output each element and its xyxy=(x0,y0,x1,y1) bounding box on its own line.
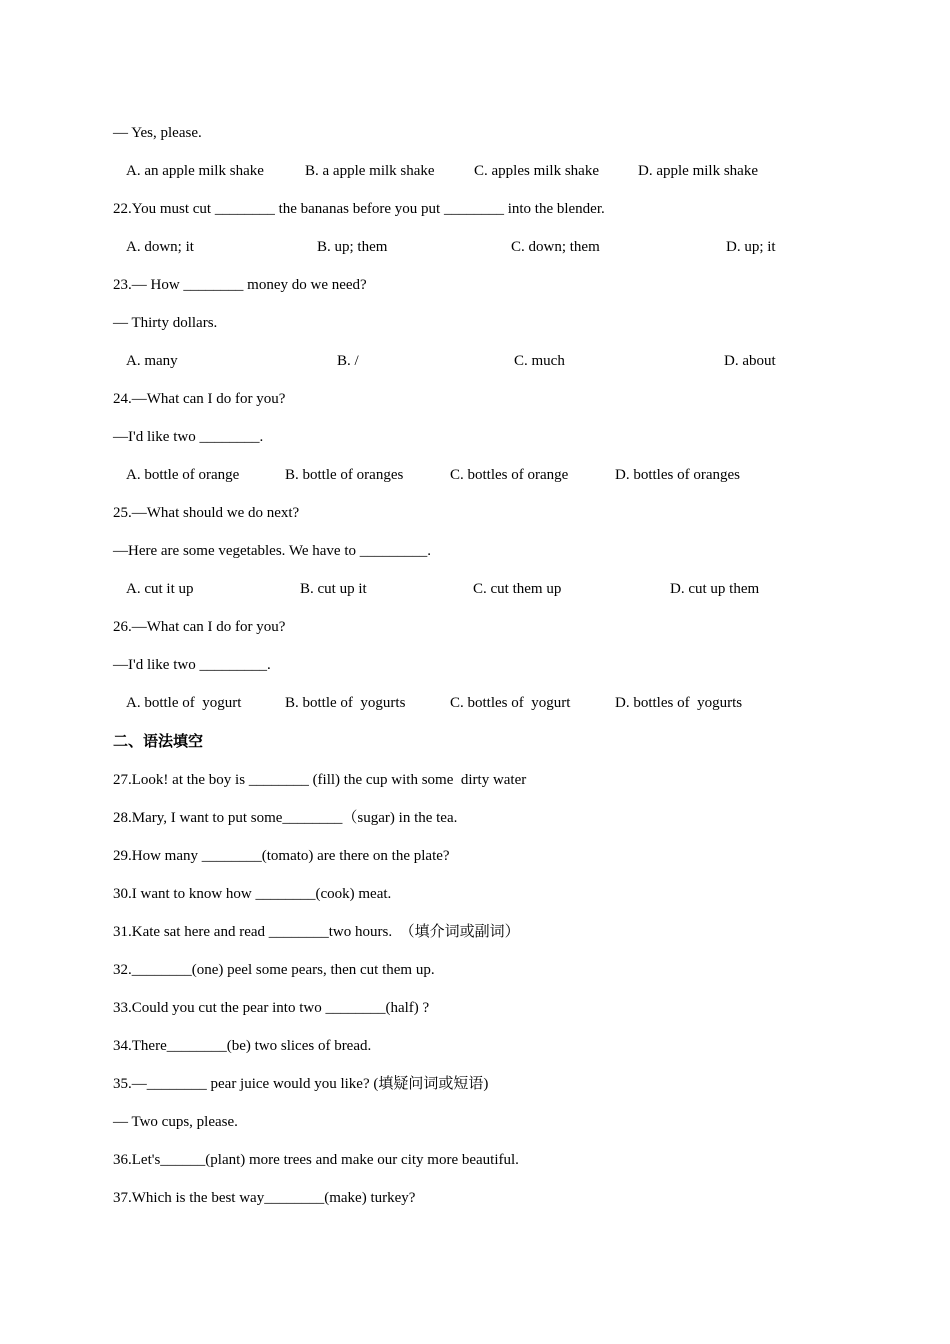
answer-line: —I'd like two ________. xyxy=(113,429,264,445)
option-d: D. apple milk shake xyxy=(638,163,758,179)
answer-line: —Here are some vegetables. We have to _________. xyxy=(113,543,431,559)
option-b: B. up; them xyxy=(317,239,388,255)
question-line: 25.—What should we do next? xyxy=(113,505,300,521)
question-options xyxy=(126,237,800,257)
fill-blank-line: 29.How many ________(tomato) are there on the plate? xyxy=(113,848,450,864)
answer-line: — Two cups, please. xyxy=(113,1114,238,1130)
option-a: A. an apple milk shake xyxy=(126,163,264,179)
option-d: D. up; it xyxy=(726,239,776,255)
question-line: 23.— How ________ money do we need? xyxy=(113,277,367,293)
option-a: A. cut it up xyxy=(126,581,194,597)
question-line: 26.—What can I do for you? xyxy=(113,619,286,635)
option-d: D. bottles of yogurts xyxy=(615,695,743,711)
answer-line: — Thirty dollars. xyxy=(113,315,218,331)
option-b: B. bottle of yogurts xyxy=(285,695,406,711)
fill-blank-line: 27.Look! at the boy is ________ (fill) the cup with some dirty water xyxy=(113,772,527,788)
option-b: B. a apple milk shake xyxy=(305,163,435,179)
option-a: A. bottle of yogurt xyxy=(126,695,242,711)
fill-blank-line: 36.Let's______(plant) more trees and make our city more beautiful. xyxy=(113,1152,519,1168)
option-b: B. / xyxy=(337,353,359,369)
option-b: B. cut up it xyxy=(300,581,367,597)
question-line: 22.You must cut ________ the bananas before you put ________ into the blender. xyxy=(113,201,605,217)
fill-blank-line: 31.Kate sat here and read ________two hours. （填介词或副词） xyxy=(113,924,520,940)
option-b: B. bottle of oranges xyxy=(285,467,404,483)
question-options xyxy=(126,465,800,485)
section-heading: 二、语法填空 xyxy=(113,732,204,750)
fill-blank-line: 37.Which is the best way________(make) turkey? xyxy=(113,1190,416,1206)
question-options xyxy=(126,161,800,181)
fill-blank-line: 30.I want to know how ________(cook) meat. xyxy=(113,886,392,902)
option-c: C. much xyxy=(514,353,565,369)
option-d: D. bottles of oranges xyxy=(615,467,740,483)
option-c: C. cut them up xyxy=(473,581,562,597)
option-a: A. down; it xyxy=(126,239,194,255)
fill-blank-line: 35.—________ pear juice would you like? (填疑问词或短语) xyxy=(113,1076,489,1092)
fill-blank-line: 28.Mary, I want to put some________（sugar) in the tea. xyxy=(113,810,458,826)
option-c: C. down; them xyxy=(511,239,600,255)
option-c: C. bottles of orange xyxy=(450,467,569,483)
question-options xyxy=(126,693,800,713)
question-line: — Yes, please. xyxy=(113,125,202,141)
fill-blank-line: 32.________(one) peel some pears, then cut them up. xyxy=(113,962,435,978)
fill-blank-line: 34.There________(be) two slices of bread. xyxy=(113,1038,372,1054)
question-options xyxy=(126,351,800,371)
option-c: C. bottles of yogurt xyxy=(450,695,571,711)
option-c: C. apples milk shake xyxy=(474,163,599,179)
question-options xyxy=(126,579,800,599)
option-a: A. bottle of orange xyxy=(126,467,240,483)
option-d: D. about xyxy=(724,353,776,369)
option-a: A. many xyxy=(126,353,178,369)
question-line: 24.—What can I do for you? xyxy=(113,391,286,407)
answer-line: —I'd like two _________. xyxy=(113,657,271,673)
fill-blank-line: 33.Could you cut the pear into two ________(half) ? xyxy=(113,1000,430,1016)
option-d: D. cut up them xyxy=(670,581,760,597)
